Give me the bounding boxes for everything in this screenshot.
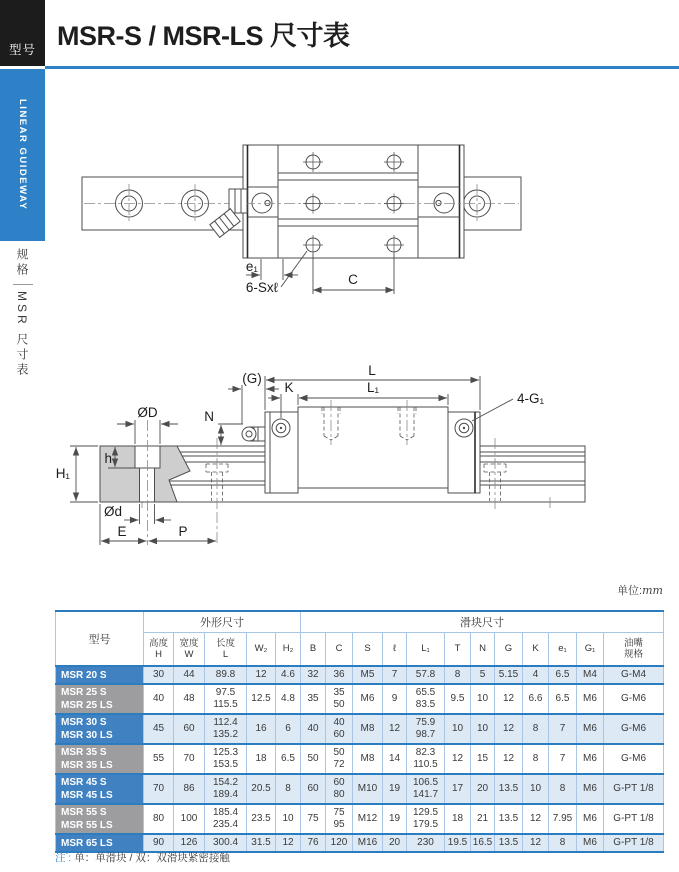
value-cell: 126 (174, 834, 205, 852)
value-cell: G-M4 (604, 666, 664, 684)
value-cell: 70 (144, 774, 174, 804)
value-cell: 12 (445, 744, 471, 774)
value-cell: 75 95 (326, 804, 353, 834)
table-row (56, 684, 664, 714)
dimension-c (313, 254, 394, 294)
svg-text:L: L (368, 363, 376, 378)
value-cell: 18 (445, 804, 471, 834)
table-row (56, 774, 664, 804)
svg-text:e₁: e₁ (245, 259, 258, 274)
value-cell: 8 (549, 834, 577, 852)
value-cell: 80 (144, 804, 174, 834)
sidebar-band (0, 69, 45, 241)
value-cell: 75 (301, 804, 326, 834)
table-row (56, 744, 664, 774)
column-header: L₁ (407, 633, 445, 667)
block-top-view (243, 145, 464, 258)
value-cell: 10 (471, 714, 495, 744)
svg-text:E: E (117, 524, 127, 539)
value-cell: 31.5 (247, 834, 276, 852)
value-cell: 125.3 153.5 (205, 744, 247, 774)
column-header: C (326, 633, 353, 667)
value-cell: 10 (471, 684, 495, 714)
dimension-e1 (246, 259, 298, 280)
value-cell: 6.5 (549, 684, 577, 714)
value-cell: 48 (174, 684, 205, 714)
table-row (56, 666, 664, 684)
column-header: T (445, 633, 471, 667)
sidebar-divider (13, 284, 33, 285)
value-cell: 230 (407, 834, 445, 852)
unit-value: mm (642, 584, 663, 597)
value-cell: 35 50 (326, 684, 353, 714)
value-cell: M5 (353, 666, 383, 684)
model-cell: MSR 25 S MSR 25 LS (56, 684, 144, 714)
model-cell: MSR 30 S MSR 30 LS (56, 714, 144, 744)
value-cell: 154.2 189.4 (205, 774, 247, 804)
column-header: H₂ (276, 633, 301, 667)
value-cell: 8 (523, 744, 549, 774)
dimension-od-small (104, 504, 171, 524)
value-cell: M8 (353, 744, 383, 774)
value-cell: 14 (383, 744, 407, 774)
value-cell: 12 (247, 666, 276, 684)
value-cell: 57.8 (407, 666, 445, 684)
svg-text:Ød: Ød (104, 504, 123, 519)
value-cell: G-M6 (604, 714, 664, 744)
svg-text:4-G₁: 4-G₁ (517, 391, 545, 406)
table-row (56, 804, 664, 834)
column-header: B (301, 633, 326, 667)
value-cell: 65.5 83.5 (407, 684, 445, 714)
column-header: 长度 L (205, 633, 247, 667)
value-cell: 6 (276, 714, 301, 744)
column-header: 油嘴 规格 (604, 633, 664, 667)
value-cell: 86 (174, 774, 205, 804)
value-cell: G-M6 (604, 684, 664, 714)
svg-text:L₁: L₁ (366, 380, 380, 395)
grease-nipple-side (242, 427, 265, 441)
sidebar-section-label: 规格 (15, 248, 29, 278)
value-cell: G-PT 1/8 (604, 804, 664, 834)
value-cell: 112.4 135.2 (205, 714, 247, 744)
svg-text:6-Sxℓ: 6-Sxℓ (245, 280, 278, 295)
value-cell: 15 (471, 744, 495, 774)
value-cell: M16 (353, 834, 383, 852)
top-view-diagram (80, 140, 525, 300)
column-header: K (523, 633, 549, 667)
value-cell: 35 (301, 684, 326, 714)
footnote-mark: 注*: (55, 851, 72, 864)
dimension-table (55, 610, 664, 853)
value-cell: 18 (247, 744, 276, 774)
column-header: S (353, 633, 383, 667)
value-cell: 100 (174, 804, 205, 834)
value-cell: 20 (471, 774, 495, 804)
value-cell: 5 (471, 666, 495, 684)
value-cell: 16 (247, 714, 276, 744)
value-cell: 20 (383, 834, 407, 852)
value-cell: 4 (523, 666, 549, 684)
value-cell: M6 (577, 684, 604, 714)
value-cell: G-PT 1/8 (604, 774, 664, 804)
sidebar-page-label: MSR 尺寸表 (15, 291, 29, 378)
model-cell: MSR 55 S MSR 55 LS (56, 804, 144, 834)
header-outer-dims: 外形尺寸 (144, 611, 301, 633)
value-cell: M6 (577, 714, 604, 744)
dimension-l1 (299, 380, 448, 405)
model-tab-label: 型号 (8, 43, 36, 57)
value-cell: 36 (326, 666, 353, 684)
svg-text:N: N (204, 409, 214, 424)
title-divider (45, 66, 679, 69)
column-header: W₂ (247, 633, 276, 667)
value-cell: 12 (276, 834, 301, 852)
value-cell: 12 (523, 834, 549, 852)
value-cell: G-M6 (604, 744, 664, 774)
value-cell: 8 (276, 774, 301, 804)
unit-note (617, 582, 663, 598)
value-cell: 106.5 141.7 (407, 774, 445, 804)
value-cell: 129.5 179.5 (407, 804, 445, 834)
value-cell: M4 (577, 666, 604, 684)
column-header: 宽度 W (174, 633, 205, 667)
svg-text:(G): (G) (242, 371, 262, 386)
value-cell: 17 (445, 774, 471, 804)
table-row (56, 714, 664, 744)
value-cell: 13.5 (495, 804, 523, 834)
value-cell: 5.15 (495, 666, 523, 684)
model-cell: MSR 35 S MSR 35 LS (56, 744, 144, 774)
column-header: G₁ (577, 633, 604, 667)
value-cell: 120 (326, 834, 353, 852)
model-cell: MSR 20 S (56, 666, 144, 684)
value-cell: 19 (383, 804, 407, 834)
value-cell: 7 (383, 666, 407, 684)
value-cell: 21 (471, 804, 495, 834)
value-cell: 10 (276, 804, 301, 834)
svg-text:K: K (284, 380, 294, 395)
value-cell: 12 (495, 684, 523, 714)
value-cell: 7 (549, 714, 577, 744)
value-cell: M8 (353, 714, 383, 744)
dimension-n (204, 409, 243, 445)
value-cell: 4.8 (276, 684, 301, 714)
model-tab (0, 0, 45, 66)
value-cell: M6 (577, 804, 604, 834)
value-cell: 19 (383, 774, 407, 804)
column-header: ℓ (383, 633, 407, 667)
header-block-dims: 滑块尺寸 (301, 611, 664, 633)
value-cell: M6 (577, 744, 604, 774)
column-header: 高度 H (144, 633, 174, 667)
value-cell: 60 (301, 774, 326, 804)
value-cell: 13.5 (495, 834, 523, 852)
value-cell: 60 80 (326, 774, 353, 804)
value-cell: M6 (577, 834, 604, 852)
unit-label: 单位: (617, 585, 643, 597)
sidebar-meta (0, 248, 45, 378)
value-cell: M10 (353, 774, 383, 804)
value-cell: G-PT 1/8 (604, 834, 664, 852)
value-cell: 44 (174, 666, 205, 684)
svg-text:h: h (104, 451, 112, 466)
value-cell: 82.3 110.5 (407, 744, 445, 774)
value-cell: 12 (523, 804, 549, 834)
value-cell: 45 (144, 714, 174, 744)
value-cell: 40 (144, 684, 174, 714)
value-cell: 89.8 (205, 666, 247, 684)
value-cell: 97.5 115.5 (205, 684, 247, 714)
header-model: 型号 (56, 611, 144, 666)
model-cell: MSR 65 LS (56, 834, 144, 852)
value-cell: 19.5 (445, 834, 471, 852)
svg-text:H₁: H₁ (55, 466, 70, 481)
value-cell: 60 (174, 714, 205, 744)
value-cell: 8 (445, 666, 471, 684)
value-cell: 90 (144, 834, 174, 852)
value-cell: 50 72 (326, 744, 353, 774)
value-cell: 9.5 (445, 684, 471, 714)
svg-text:P: P (178, 524, 188, 539)
dimension-g1 (472, 391, 545, 421)
value-cell: 6.5 (549, 666, 577, 684)
column-header: G (495, 633, 523, 667)
model-cell: MSR 45 S MSR 45 LS (56, 774, 144, 804)
value-cell: 8 (523, 714, 549, 744)
svg-text:ØD: ØD (137, 405, 158, 420)
value-cell: 12 (383, 714, 407, 744)
value-cell: 10 (445, 714, 471, 744)
value-cell: M12 (353, 804, 383, 834)
value-cell: 23.5 (247, 804, 276, 834)
value-cell: 12 (495, 714, 523, 744)
value-cell: 30 (144, 666, 174, 684)
page-title: MSR-S / MSR-LS 尺寸表 (57, 21, 350, 51)
value-cell: 8 (549, 774, 577, 804)
value-cell: 185.4 235.4 (205, 804, 247, 834)
value-cell: 12 (495, 744, 523, 774)
value-cell: 13.5 (495, 774, 523, 804)
value-cell: 40 60 (326, 714, 353, 744)
side-view-diagram (55, 358, 672, 548)
dimension-p (149, 512, 218, 545)
value-cell: 12.5 (247, 684, 276, 714)
value-cell: 20.5 (247, 774, 276, 804)
value-cell: 16.5 (471, 834, 495, 852)
value-cell: 6.5 (276, 744, 301, 774)
value-cell: 300.4 (205, 834, 247, 852)
value-cell: 75.9 98.7 (407, 714, 445, 744)
value-cell: 7.95 (549, 804, 577, 834)
value-cell: M6 (577, 774, 604, 804)
footnote (55, 850, 230, 865)
value-cell: 70 (174, 744, 205, 774)
footnote-text: 单：单滑块 / 双：双滑块紧密接触 (71, 852, 230, 864)
value-cell: 7 (549, 744, 577, 774)
value-cell: 32 (301, 666, 326, 684)
column-header: e₁ (549, 633, 577, 667)
value-cell: 76 (301, 834, 326, 852)
column-header: N (471, 633, 495, 667)
value-cell: 6.6 (523, 684, 549, 714)
block-side-view (242, 400, 480, 493)
value-cell: 4.6 (276, 666, 301, 684)
value-cell: 9 (383, 684, 407, 714)
dimension-h1 (56, 446, 98, 502)
sidebar-band-label: LINEAR GUIDEWAY (17, 99, 28, 211)
value-cell: 10 (523, 774, 549, 804)
value-cell: 50 (301, 744, 326, 774)
svg-text:C: C (348, 272, 358, 287)
value-cell: 55 (144, 744, 174, 774)
value-cell: 40 (301, 714, 326, 744)
value-cell: M6 (353, 684, 383, 714)
